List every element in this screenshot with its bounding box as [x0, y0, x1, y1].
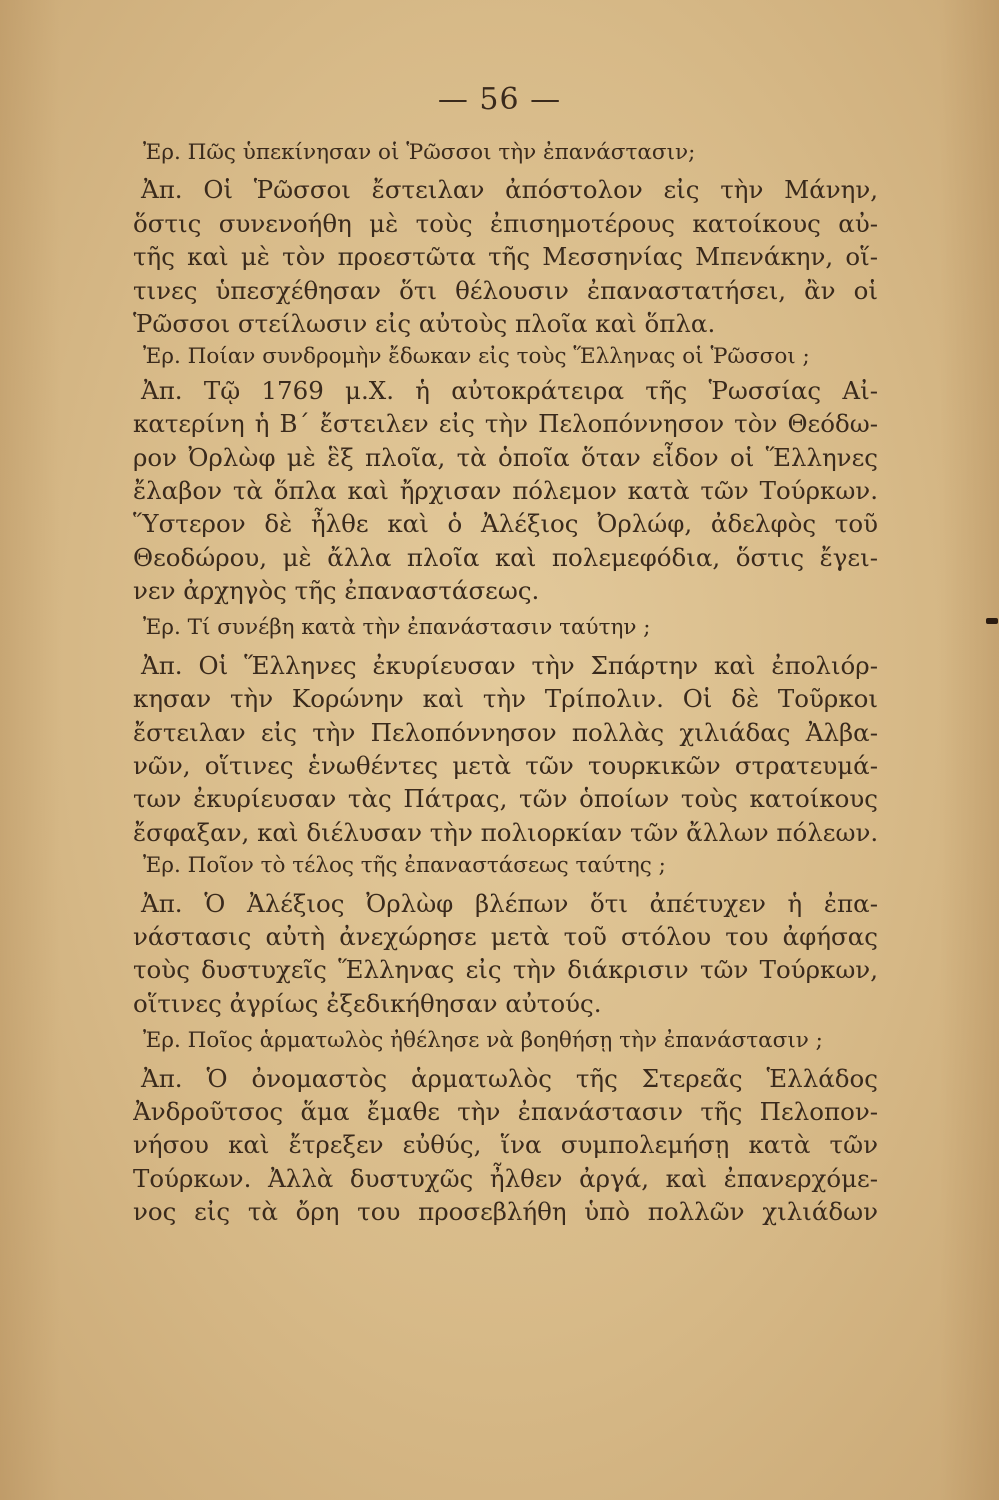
- answer-line: νάστασις αὐτὴ ἀνεχώρησε μετὰ τοῦ στόλου του ἀφήσας: [133, 921, 878, 951]
- question-line: Ἐρ. Ποίαν συνδρομὴν ἔδωκαν εἰς τοὺς Ἕλληνας οἱ Ῥῶσσοι ;: [143, 344, 810, 370]
- answer-line: Ἀπ. Οἱ Ῥῶσσοι ἔστειλαν ἀπόστολον εἰς τὴν Μάνην,: [141, 175, 878, 205]
- answer-line: ἔσφαξαν, καὶ διέλυσαν τὴν πολιορκίαν τῶν ἄλλων πόλεων.: [133, 817, 878, 847]
- answer-line: ὅστις συνενοήθη μὲ τοὺς ἐπισημοτέρους κατοίκους αὐ-: [133, 208, 878, 238]
- answer-line: Ἀπ. Ὁ ὀνομαστὸς ἁρματωλὸς τῆς Στερεᾶς Ἑλλάδος: [141, 1063, 878, 1093]
- answer-line: Ῥῶσσοι στείλωσιν εἰς αὐτοὺς πλοῖα καὶ ὅπλα.: [133, 308, 716, 338]
- answer-line: Ὕστερον δὲ ἦλθε καὶ ὁ Ἀλέξιος Ὀρλώφ, ἀδελφὸς τοῦ: [133, 509, 878, 539]
- question-line: Ἐρ. Ποῖον τὸ τέλος τῆς ἐπαναστάσεως ταύτης ;: [143, 853, 666, 879]
- answer-line: οἵτινες ἀγρίως ἐξεδικήθησαν αὐτούς.: [133, 988, 602, 1018]
- answer-line: τοὺς δυστυχεῖς Ἕλληνας εἰς τὴν διάκρισιν τῶν Τούρκων,: [133, 955, 878, 985]
- margin-ink-mark: [986, 618, 998, 624]
- answer-line: Τούρκων. Ἀλλὰ δυστυχῶς ἦλθεν ἀργά, καὶ ἐπανερχόμε-: [133, 1163, 878, 1193]
- question-line: Ἐρ. Πῶς ὑπεκίνησαν οἱ Ῥῶσσοι τὴν ἐπανάστασιν;: [143, 140, 696, 165]
- answer-line: τινες ὑπεσχέθησαν ὅτι θέλουσιν ἐπαναστατήσει, ἂν οἱ: [133, 275, 878, 305]
- answer-line: των ἐκυρίευσαν τὰς Πάτρας, τῶν ὁποίων τοὺς κατοίκους: [133, 784, 878, 814]
- answer-line: ρον Ὀρλὼφ μὲ ἓξ πλοῖα, τὰ ὁποῖα ὅταν εἶδον οἱ Ἕλληνες: [133, 442, 878, 472]
- answer-line: ἔστειλαν εἰς τὴν Πελοπόννησον πολλὰς χιλιάδας Ἀλβα-: [133, 717, 878, 747]
- answer-line: τῆς καὶ μὲ τὸν προεστῶτα τῆς Μεσσηνίας Μπενάκην, οἵ-: [133, 242, 878, 272]
- answer-line: νεν ἀρχηγὸς τῆς ἐπαναστάσεως.: [133, 576, 540, 606]
- text-body: [133, 136, 878, 1229]
- answer-line: ἔλαβον τὰ ὅπλα καὶ ἤρχισαν πόλεμον κατὰ τῶν Τούρκων.: [133, 475, 878, 505]
- answer-line: Ἀνδροῦτσος ἅμα ἔμαθε τὴν ἐπανάστασιν τῆς Πελοπον-: [133, 1096, 878, 1126]
- question-line: Ἐρ. Ποῖος ἁρματωλὸς ἠθέλησε νὰ βοηθήσῃ τὴν ἐπανάστασιν ;: [143, 1028, 823, 1054]
- answer-line: Ἀπ. Τῷ 1769 μ.Χ. ἡ αὐτοκράτειρα τῆς Ῥωσσίας Αἰ-: [141, 375, 878, 405]
- question-line: Ἐρ. Τί συνέβη κατὰ τὴν ἐπανάστασιν ταύτην ;: [143, 615, 651, 641]
- answer-line: νῶν, οἵτινες ἑνωθέντες μετὰ τῶν τουρκικῶν στρατευμά-: [133, 751, 878, 781]
- answer-line: νος εἰς τὰ ὄρη του προσεβλήθη ὑπὸ πολλῶν χιλιάδων: [133, 1197, 878, 1227]
- answer-line: κησαν τὴν Κορώνην καὶ τὴν Τρίπολιν. Οἱ δὲ Τοῦρκοι: [133, 684, 878, 714]
- answer-line: Ἀπ. Οἱ Ἕλληνες ἐκυρίευσαν τὴν Σπάρτην καὶ ἐπολιόρ-: [141, 650, 878, 680]
- answer-line: Θεοδώρου, μὲ ἄλλα πλοῖα καὶ πολεμεφόδια, ὅστις ἔγει-: [133, 542, 878, 572]
- answer-line: νήσου καὶ ἔτρεξεν εὐθύς, ἵνα συμπολεμήσῃ κατὰ τῶν: [133, 1130, 878, 1160]
- answer-line: Ἀπ. Ὁ Ἀλέξιος Ὀρλὼφ βλέπων ὅτι ἀπέτυχεν ἡ ἐπα-: [141, 888, 878, 918]
- page-number: — 56 —: [437, 82, 562, 117]
- answer-line: κατερίνη ἡ Β΄ ἔστειλεν εἰς τὴν Πελοπόννησον τὸν Θεόδω-: [133, 409, 878, 439]
